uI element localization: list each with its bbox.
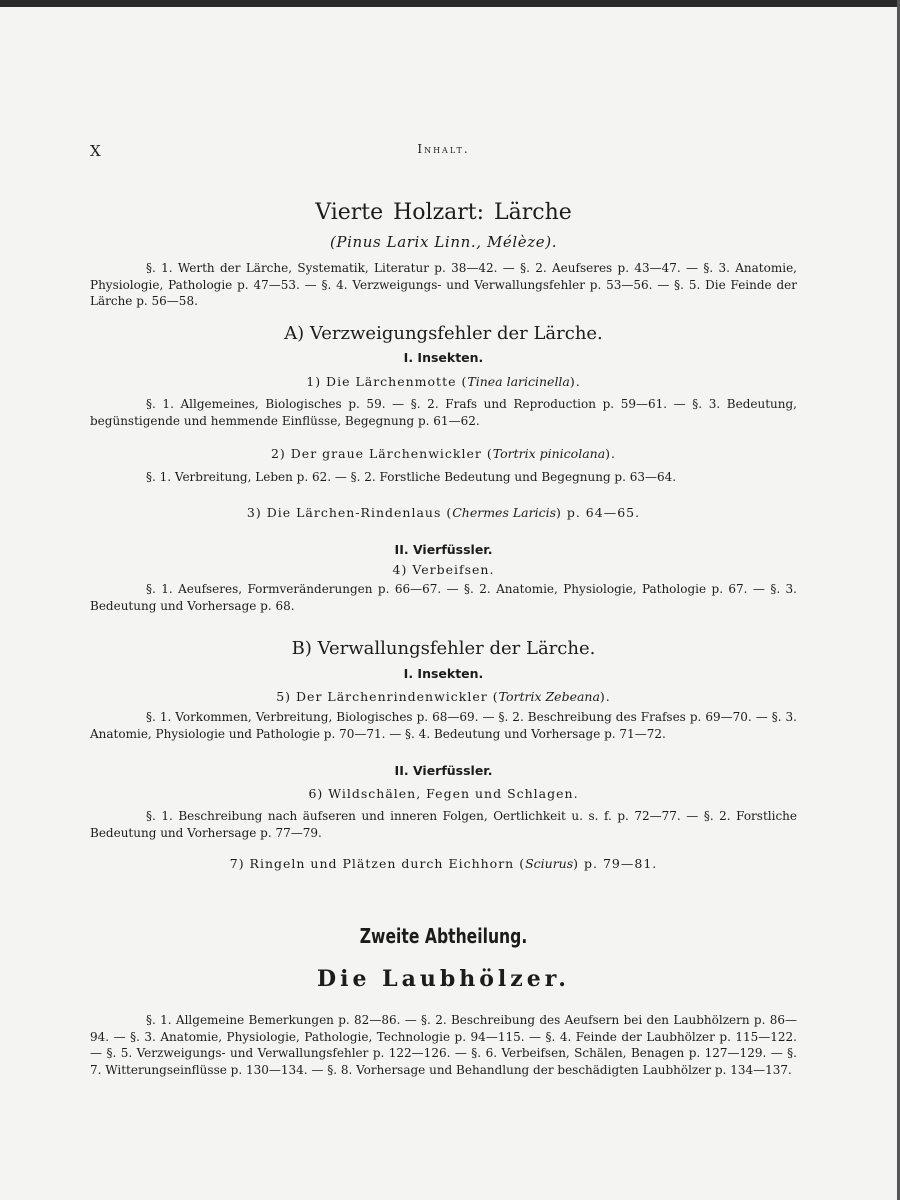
page-number: X xyxy=(90,142,101,160)
section-a-group-vierfuessler: II. Vierfüssler. xyxy=(394,542,493,557)
item-6-title: 6) Wildschälen, Fegen und Schlagen. xyxy=(308,786,579,801)
running-head: Inhalt. xyxy=(417,142,470,156)
item-6-text: §. 1. Beschreibung nach äufseren und inneren Folgen, Oertlichkeit u. s. f. p. 72—77. — §. 2. Forstliche Bedeutung und Vorhersage p. 77—79. xyxy=(90,809,797,840)
item-2-text: §. 1. Verbreitung, Leben p. 62. — §. 2. Forstliche Bedeutung und Begegnung p. 63—64. xyxy=(146,470,677,484)
item-7-title: 7) Ringeln und Plätzen durch Eichhorn (Sciurus) p. 79—81. xyxy=(229,856,658,871)
holzart-synonyms: (Pinus Larix Linn., Mélèze). xyxy=(329,233,558,251)
item-1-text: §. 1. Allgemeines, Biologisches p. 59. — §. 2. Frafs und Reproduction p. 59—61. — §. 3. Bedeutung, begünstigende und hemmende Einflüsse, Begegnung p. 61—62. xyxy=(90,397,797,428)
abtheilung-subtitle: Die Laubhölzer. xyxy=(317,966,570,992)
holzart-title: Vierte Holzart: Lärche xyxy=(315,200,572,225)
section-b-group-insekten: I. Insekten. xyxy=(403,666,484,681)
section-b-group-vierfuessler: II. Vierfüssler. xyxy=(394,763,493,778)
abtheilung-title: Zweite Abtheilung. xyxy=(359,924,528,948)
holzart-contents: §. 1. Werth der Lärche, Systematik, Literatur p. 38—42. — §. 2. Aeufseres p. 43—47. — §. 3. Anatomie, Physiologie, Pathologie p. 47—53. — §. 4. Verzweigungs- und Verwallungsfehler p. 53—56. — §. 5. Die Feinde der Lärche p. 56—58. xyxy=(90,261,797,308)
item-2-title: 2) Der graue Lärchenwickler (Tortrix pinicolana). xyxy=(270,446,617,461)
item-1-title: 1) Die Lärchenmotte (Tinea laricinella). xyxy=(306,374,581,389)
page-header xyxy=(90,142,797,162)
item-5-text: §. 1. Vorkommen, Verbreitung, Biologisches p. 68—69. — §. 2. Beschreibung des Frafses p. 69—70. — §. 3. Anatomie, Physiologie und Pathologie p. 70—71. — §. 4. Bedeutung und Vorhersage p. 71—72. xyxy=(90,710,797,741)
section-a-group-insekten: I. Insekten. xyxy=(403,350,484,365)
item-4-title: 4) Verbeifsen. xyxy=(392,562,495,577)
scan-top-edge xyxy=(0,0,900,7)
item-5-title: 5) Der Lärchenrindenwickler (Tortrix Zebeana). xyxy=(276,689,611,704)
section-b-title: B) Verwallungsfehler der Lärche. xyxy=(291,638,596,659)
item-3-title: 3) Die Lärchen-Rindenlaus (Chermes Laricis) p. 64—65. xyxy=(246,505,641,520)
abtheilung-contents: §. 1. Allgemeine Bemerkungen p. 82—86. — §. 2. Beschreibung des Aeufsern bei den Laubhölzern p. 86—94. — §. 3. Anatomie, Physiologie, Pathologie, Technologie p. 94—115. — §. 4. Feinde der Laubhölzer p. 115—122. — §. 5. Verzweigungs- und Verwallungsfehler p. 122—126. — §. 6. Verbeifsen, Schälen, Benagen p. 127—129. — §. 7. Witterungseinflüsse p. 130—134. — §. 8. Vorhersage und Behandlung der beschädigten Laubhölzer p. 134—137. xyxy=(90,1013,797,1077)
item-4-text: §. 1. Aeufseres, Formveränderungen p. 66—67. — §. 2. Anatomie, Physiologie, Pathologie p. 67. — §. 3. Bedeutung und Vorhersage p. 68. xyxy=(90,582,797,613)
section-a-title: A) Verzweigungsfehler der Lärche. xyxy=(284,323,603,344)
